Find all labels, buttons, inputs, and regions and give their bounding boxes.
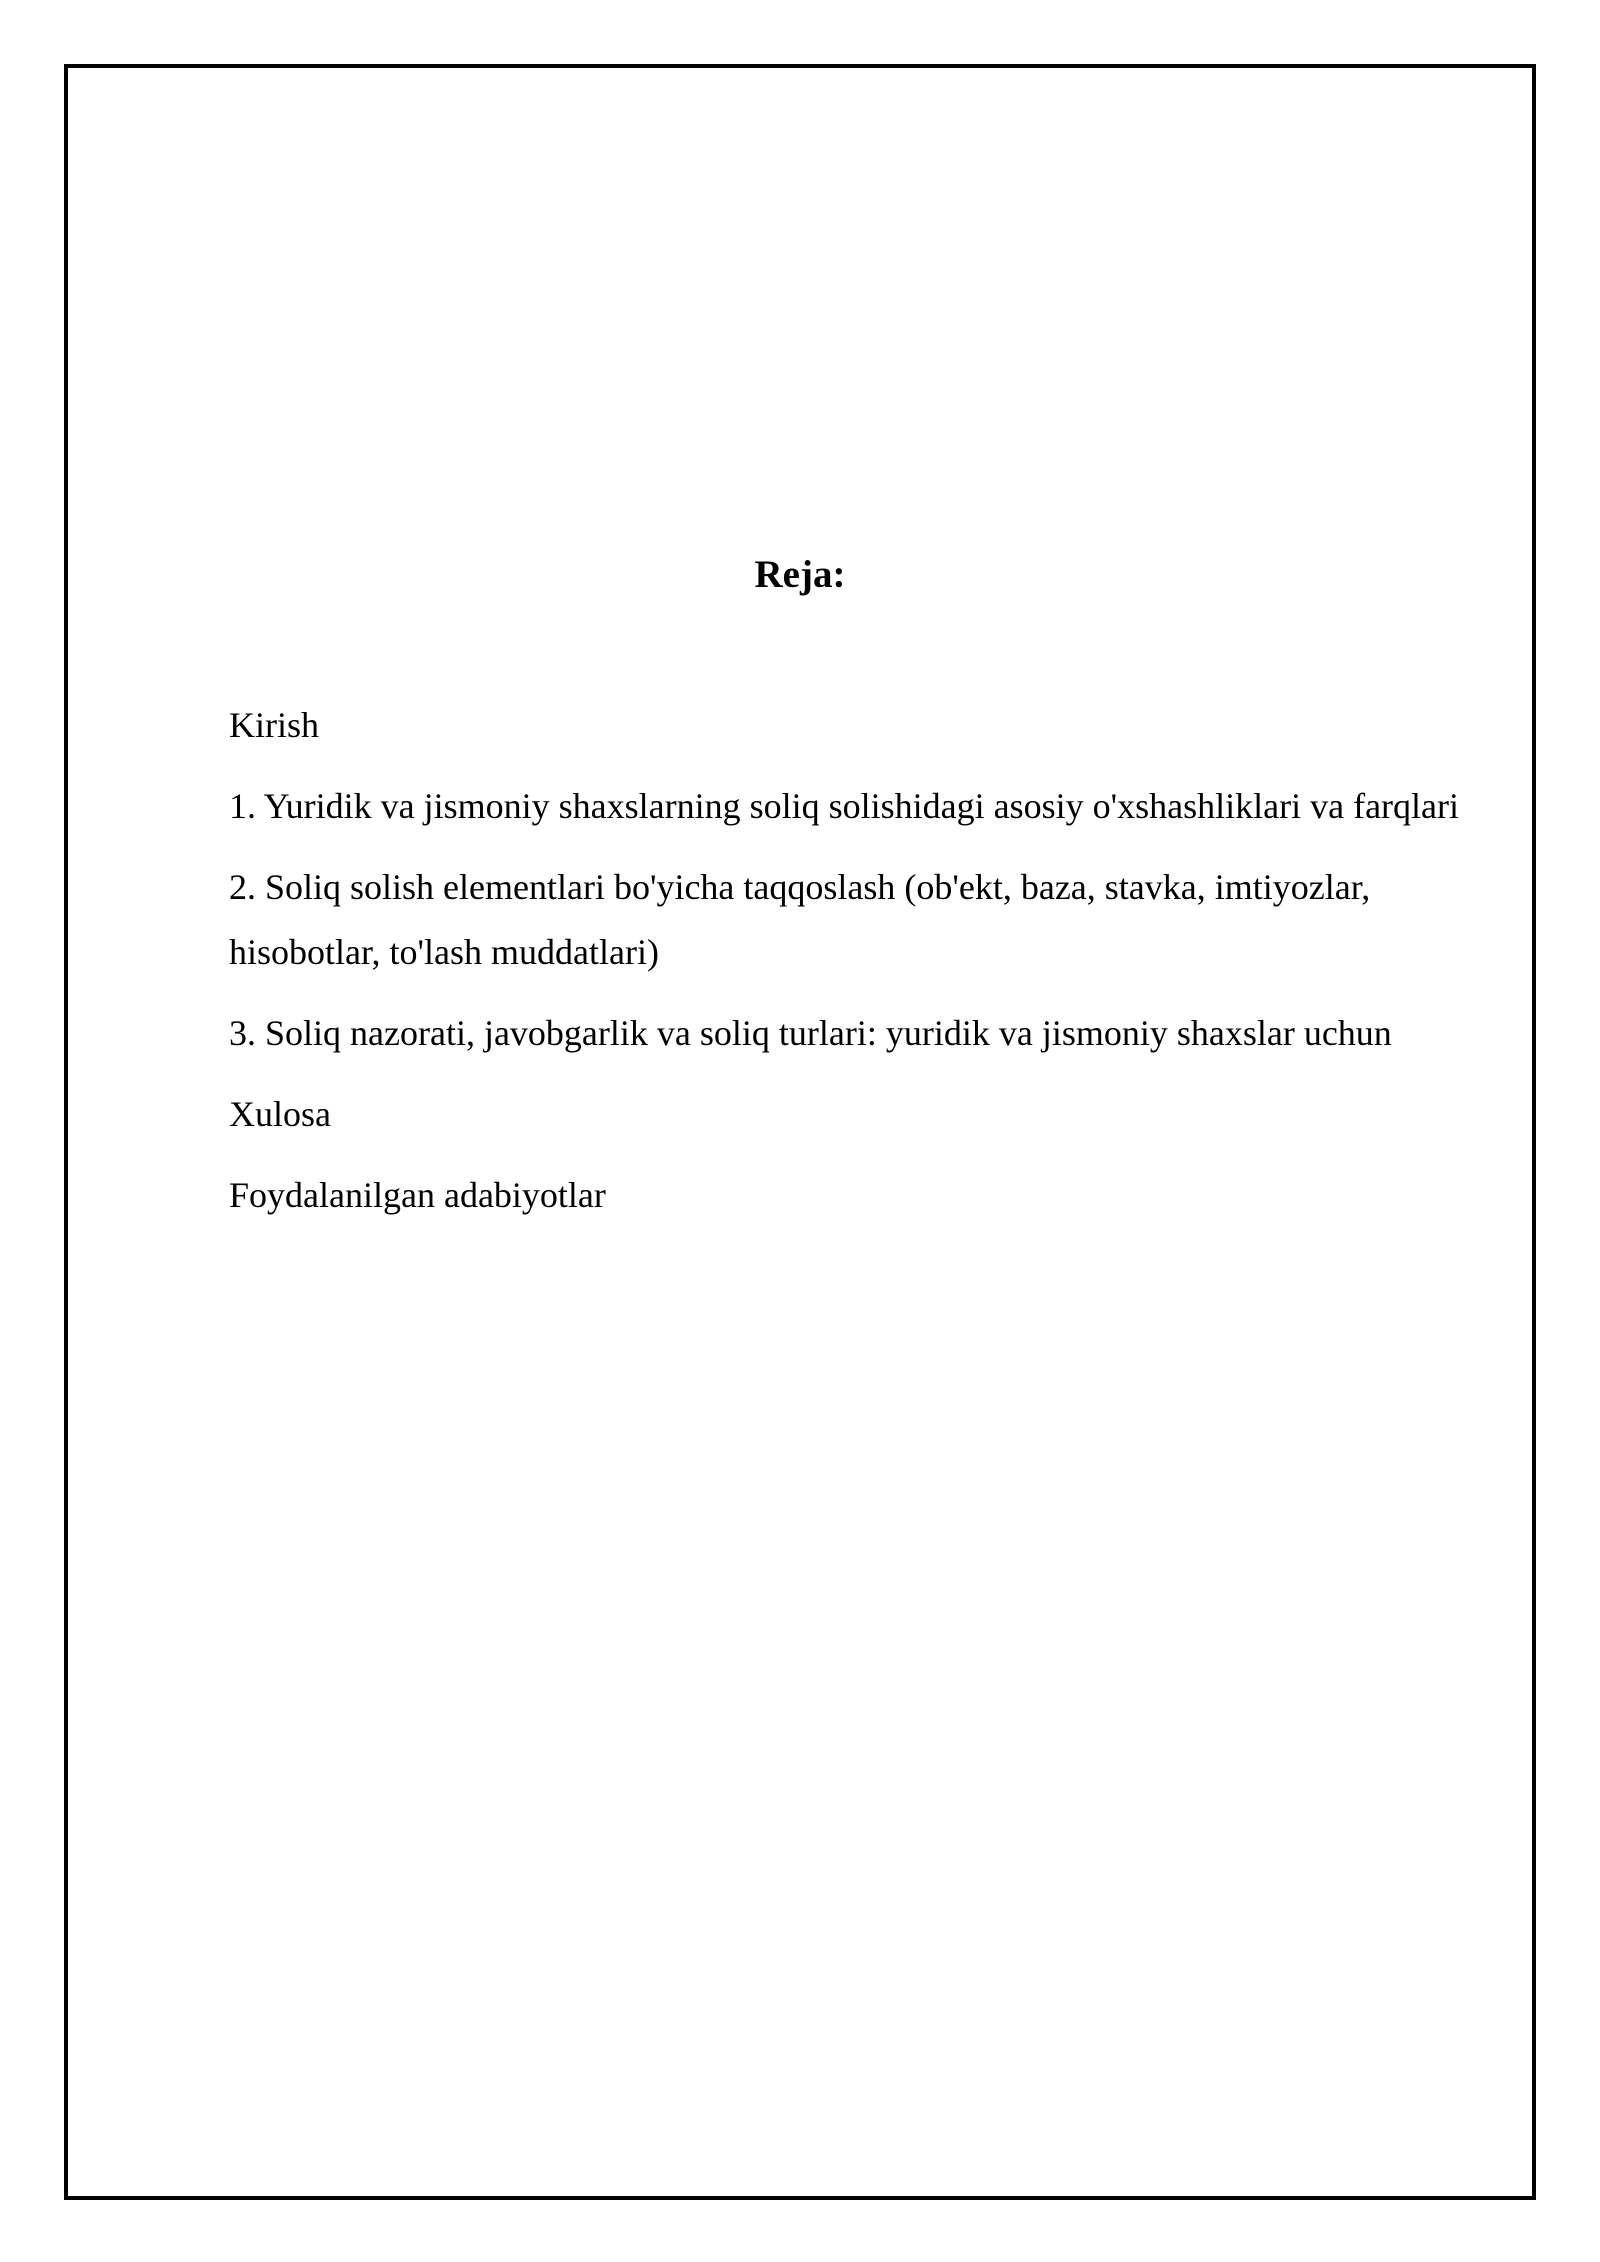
plan-list xyxy=(229,693,1519,1244)
plan-item-introduction: Kirish xyxy=(229,705,319,745)
page-title: Reja: xyxy=(754,553,846,596)
plan-item-references: Foydalanilgan adabiyotlar xyxy=(229,1175,606,1215)
plan-item-conclusion: Xulosa xyxy=(229,1094,331,1134)
plan-item-3: 3. Soliq nazorati, javobgarlik va soliq turlari: yuridik va jismoniy shaxslar uchun xyxy=(229,1013,1392,1053)
plan-item-2: 2. Soliq solish elementlari bo'yicha taqqoslash (ob'ekt, baza, stavka, imtiyozlar, hisobotlar, to'lash muddatlari) xyxy=(229,867,1371,972)
plan-item-1: 1. Yuridik va jismoniy shaxslarning soliq solishidagi asosiy o'xshashliklari va farqlari xyxy=(229,786,1460,826)
